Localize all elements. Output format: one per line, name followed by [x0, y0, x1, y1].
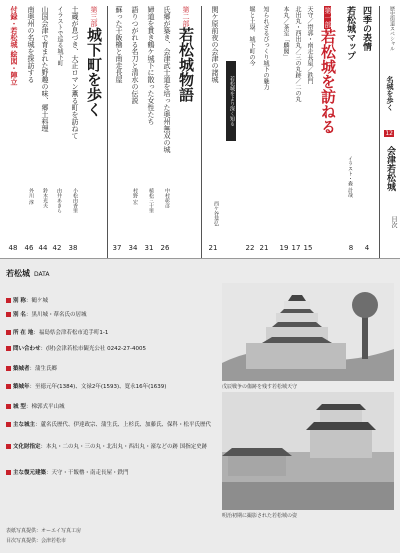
toc-page-number: 19 [279, 244, 289, 252]
part-label: 第二部 [182, 6, 190, 27]
photo-caption: 戊辰戦争の傷跡を残す若松城天守 [222, 384, 298, 390]
header-divider [379, 6, 380, 258]
toc-page-number: 31 [144, 244, 154, 252]
data-row: 文化財指定：本丸・二の丸・三の丸・北出丸・西出丸・濠などの跡 国指定史跡 [6, 443, 221, 451]
data-row: 築城年：至徳元年(1384)、文禄2年(1593)、寛永16年(1639) [6, 383, 221, 391]
part-label: 第三部 [90, 6, 98, 27]
data-title: 若松城 DATA [6, 269, 50, 278]
data-row: 所 在 地：福島県会津若松市追手町1-1 [6, 329, 221, 337]
castle-image-icon [222, 392, 394, 510]
castle-data-section [0, 258, 400, 553]
toc-page-number: 48 [8, 244, 18, 252]
toc-author: 村野 宏 [132, 188, 138, 205]
toc-entry: 土蔵が息づき、大正ロマン薫る町を訪ねて [71, 6, 79, 139]
toc-entry: 若松城マップ [345, 6, 355, 60]
bullet-icon [6, 312, 11, 317]
column-bar: 若松城をより深く知る [226, 61, 236, 141]
toc-entry: 知られざるびっくり城下の魅力 [262, 6, 269, 90]
toc-entry: 天守／帯郭・南走長屋／鉄門 [306, 6, 313, 84]
data-row: 城 型：梯郭式平山城 [6, 403, 221, 411]
toc-page-number: 37 [112, 244, 122, 252]
toc-page-number: 17 [291, 244, 301, 252]
toc-entry: 本丸／茶室「麟閣」 [282, 6, 289, 60]
data-row: 築城者：蒲生氏郷 [6, 365, 221, 373]
bullet-icon [6, 422, 11, 427]
part-heading [319, 6, 336, 236]
photo-credit: 表紙写真提供：オーエイ写真工房 [6, 528, 82, 534]
magazine-subtitle: 会津若松城 [385, 146, 395, 191]
table-of-contents [4, 6, 396, 258]
toc-author: 小松由香里 [72, 188, 78, 213]
toc-page-number: 22 [245, 244, 255, 252]
bullet-icon [6, 298, 11, 303]
toc-page-number: 15 [303, 244, 313, 252]
castle-photo-upper [222, 283, 394, 381]
part-heading [177, 6, 194, 236]
toc-page-number: 8 [348, 244, 354, 252]
part-heading [85, 6, 102, 236]
toc-appendix: 付録・若松城 絵図・陣立 [10, 6, 19, 86]
toc-page-number: 44 [38, 244, 48, 252]
part-title: 城下町を歩く [85, 27, 103, 117]
toc-author: 外川 淳 [28, 188, 34, 205]
toc-page-number: 38 [68, 244, 78, 252]
toc-page-number: 46 [24, 244, 34, 252]
toc-author: 由井あきら [56, 188, 62, 213]
issue-number-badge: 12 [385, 130, 393, 137]
toc-author: 植松三十里 [148, 188, 154, 213]
bullet-icon [6, 470, 11, 475]
toc-author: 鈴木光夫 [42, 188, 48, 208]
bullet-icon [6, 366, 11, 371]
toc-entry: 語りつがれる名刀と清水の伝説 [131, 6, 139, 104]
bullet-icon [6, 444, 11, 449]
part-title: 若松城を訪ねる [319, 29, 337, 134]
toc-page-number: 21 [208, 244, 218, 252]
photo-caption: 明治初期に撮影された若松城の姿 [222, 513, 298, 519]
toc-page-number: 21 [259, 244, 269, 252]
section-divider [201, 6, 202, 258]
toc-entry: 蘇った干飯櫓と南走長屋 [115, 6, 123, 83]
toc-page-number: 42 [52, 244, 62, 252]
toc-entry: 関ケ原前夜の会津の諸城 [211, 6, 219, 83]
toc-entry: イラストで巡る城下町 [56, 6, 63, 66]
toc-entry: 四季の表情 [361, 6, 371, 51]
castle-photo-lower [222, 392, 394, 510]
contents-label: 目次 [390, 216, 397, 228]
toc-author: 中村彰彦 [164, 188, 170, 208]
bullet-icon [6, 330, 11, 335]
toc-entry: 南奥州の名城を探訪する [27, 6, 35, 83]
toc-page-number: 34 [128, 244, 138, 252]
photo-credit: 目次写真提供：会津若松市 [6, 538, 67, 544]
part-label: 第一部 [324, 7, 332, 28]
bullet-icon [6, 346, 11, 351]
part-title: 若松城物語 [177, 27, 195, 102]
toc-entry: 氏郷が築き、会津武士道を培った奥州無双の城 [163, 6, 171, 153]
toc-author: 西ケ谷恭弘 [213, 201, 219, 226]
data-row: 主な復元建築：天守・干飯櫓・南走長屋・鉄門 [6, 469, 221, 477]
castle-photos [222, 283, 394, 521]
data-row: 主な城主：蘆名氏歴代、伊達政宗、蒲生氏、上杉氏、加藤氏、保科・松平氏歴代 [6, 421, 221, 429]
bullet-icon [6, 404, 11, 409]
toc-entry: 婦道を貫き鶴ケ城下に散った女性たち [147, 6, 155, 125]
toc-entry: 北出丸・西出丸／三の丸跡／二の丸 [294, 6, 301, 102]
series-label: 歴史街道スペシャル [389, 6, 395, 51]
section-divider [107, 6, 108, 258]
castle-image-icon [222, 283, 394, 381]
series-title: 名城を歩く [386, 76, 395, 111]
toc-page-number: 4 [364, 244, 370, 252]
toc-entry: 堀と土塁、城下町の今 [248, 6, 255, 66]
data-row: 別 称：鶴ケ城 [6, 297, 221, 305]
data-row: 別 名：黒川城・葦名氏の居城 [6, 311, 221, 319]
data-row: 問い合わせ：(財)会津若松市観光公社 0242-27-4005 [6, 345, 221, 353]
toc-entry: 山国会津で育まれた野趣の味、郷土料理 [41, 6, 49, 132]
toc-author: イラスト・森 計哉 [347, 156, 353, 198]
bullet-icon [6, 384, 11, 389]
toc-page-number: 26 [160, 244, 170, 252]
